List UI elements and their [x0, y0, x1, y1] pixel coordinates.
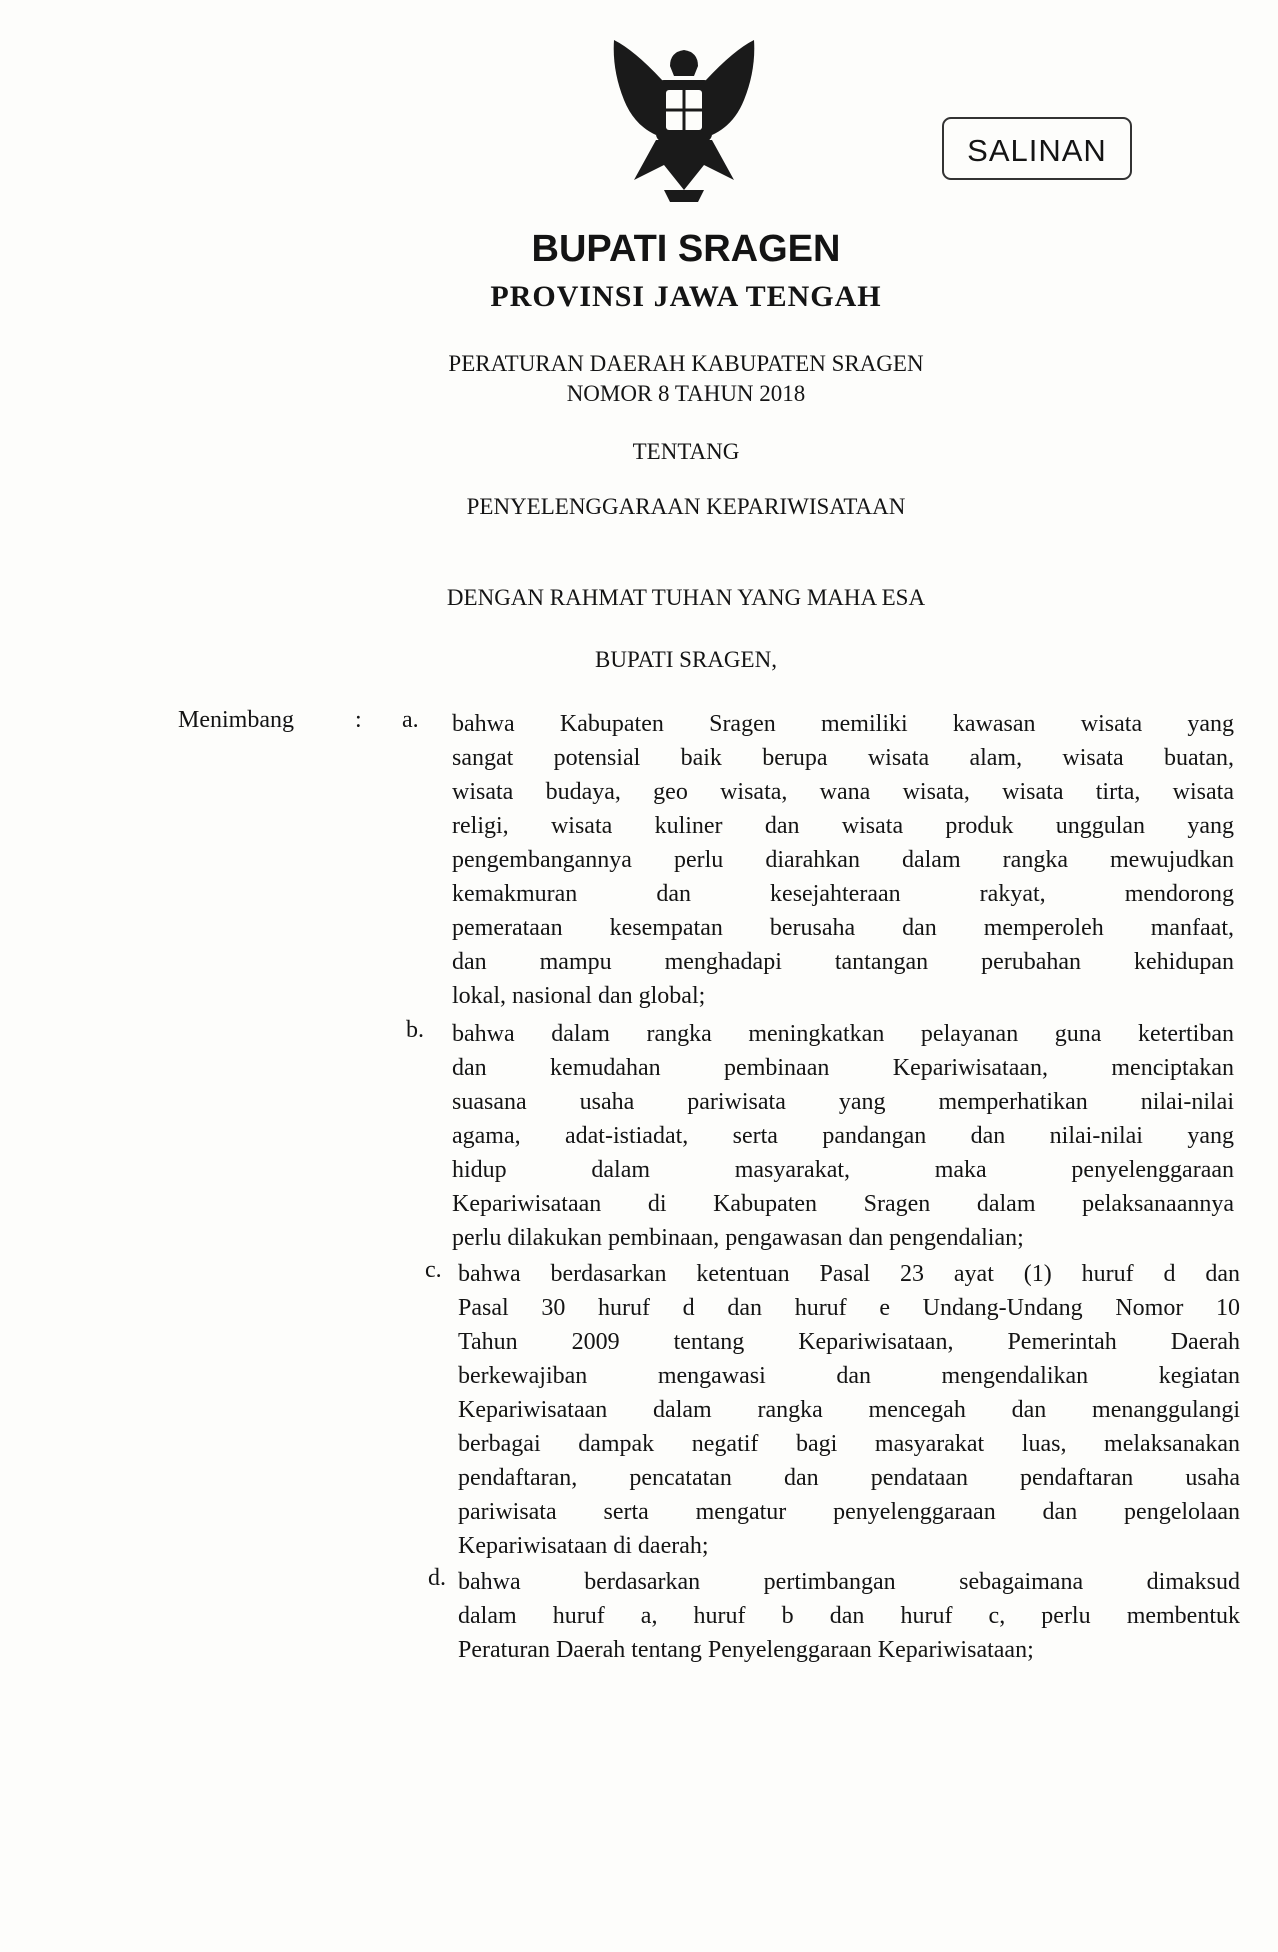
item-text — [458, 1565, 1240, 1667]
text-line: sangat potensial baik berupa wisata alam, wisata buatan, — [452, 745, 1234, 771]
text-line: dalam huruf a, huruf b dan huruf c, perlu membentuk — [458, 1603, 1240, 1629]
text-line: pengembangannya perlu diarahkan dalam rangka mewujudkan — [452, 847, 1234, 873]
authority: BUPATI SRAGEN, — [595, 647, 777, 672]
text-line: Tahun 2009 tentang Kepariwisataan, Pemerintah Daerah — [458, 1329, 1240, 1355]
text-line: suasana usaha pariwisata yang memperhatikan nilai-nilai — [452, 1089, 1234, 1115]
text-line: Kepariwisataan dalam rangka mencegah dan menanggulangi — [458, 1397, 1240, 1423]
document-title: BUPATI SRAGEN — [531, 228, 841, 270]
item-text — [452, 1017, 1234, 1255]
text-line: agama, adat-istiadat, serta pandangan dan nilai-nilai yang — [452, 1123, 1234, 1149]
text-line: berkewajiban mengawasi dan mengendalikan kegiatan — [458, 1363, 1240, 1389]
salinan-stamp: SALINAN — [942, 117, 1132, 180]
item-text — [458, 1257, 1240, 1563]
text-line: hidup dalam masyarakat, maka penyelenggaraan — [452, 1157, 1234, 1183]
text-line: bahwa berdasarkan pertimbangan sebagaimana dimaksud — [458, 1569, 1240, 1595]
text-line: bahwa berdasarkan ketentuan Pasal 23 ayat (1) huruf d dan — [458, 1261, 1240, 1287]
text-line: bahwa Kabupaten Sragen memiliki kawasan wisata yang — [452, 711, 1234, 737]
province-title: PROVINSI JAWA TENGAH — [490, 280, 882, 313]
text-line: Peraturan Daerah tentang Penyelenggaraan Kepariwisataan; — [458, 1637, 1034, 1663]
text-line: perlu dilakukan pembinaan, pengawasan dan pengendalian; — [452, 1225, 1024, 1251]
regulation-subject: PENYELENGGARAAN KEPARIWISATAAN — [466, 494, 906, 519]
text-line: Kepariwisataan di daerah; — [458, 1533, 709, 1559]
text-line: kemakmuran dan kesejahteraan rakyat, mendorong — [452, 881, 1234, 907]
considering-colon: : — [355, 707, 362, 733]
text-line: pendaftaran, pencatatan dan pendataan pendaftaran usaha — [458, 1465, 1240, 1491]
item-text — [452, 707, 1234, 1013]
regulation-title: PERATURAN DAERAH KABUPATEN SRAGEN — [448, 351, 924, 376]
text-line: lokal, nasional dan global; — [452, 983, 706, 1009]
text-line: dan mampu menghadapi tantangan perubahan kehidupan — [452, 949, 1234, 975]
text-line: berbagai dampak negatif bagi masyarakat luas, melaksanakan — [458, 1431, 1240, 1457]
item-letter: a. — [402, 707, 419, 733]
item-letter: c. — [425, 1257, 442, 1283]
text-line: Kepariwisataan di Kabupaten Sragen dalam pelaksanaannya — [452, 1191, 1234, 1217]
text-line: wisata budaya, geo wisata, wana wisata, wisata tirta, wisata — [452, 779, 1234, 805]
considering-label: Menimbang — [178, 707, 294, 733]
text-line: pariwisata serta mengatur penyelenggaraan dan pengelolaan — [458, 1499, 1240, 1525]
text-line: bahwa dalam rangka meningkatkan pelayanan guna ketertiban — [452, 1021, 1234, 1047]
text-line: Pasal 30 huruf d dan huruf e Undang-Undang Nomor 10 — [458, 1295, 1240, 1321]
invocation: DENGAN RAHMAT TUHAN YANG MAHA ESA — [446, 585, 926, 610]
item-letter: b. — [406, 1017, 424, 1043]
text-line: pemerataan kesempatan berusaha dan memperoleh manfaat, — [452, 915, 1234, 941]
regulation-number: NOMOR 8 TAHUN 2018 — [566, 381, 806, 406]
text-line: dan kemudahan pembinaan Kepariwisataan, menciptakan — [452, 1055, 1234, 1081]
text-line: religi, wisata kuliner dan wisata produk unggulan yang — [452, 813, 1234, 839]
garuda-emblem — [594, 40, 774, 210]
item-letter: d. — [428, 1565, 446, 1591]
about-label: TENTANG — [632, 439, 740, 464]
